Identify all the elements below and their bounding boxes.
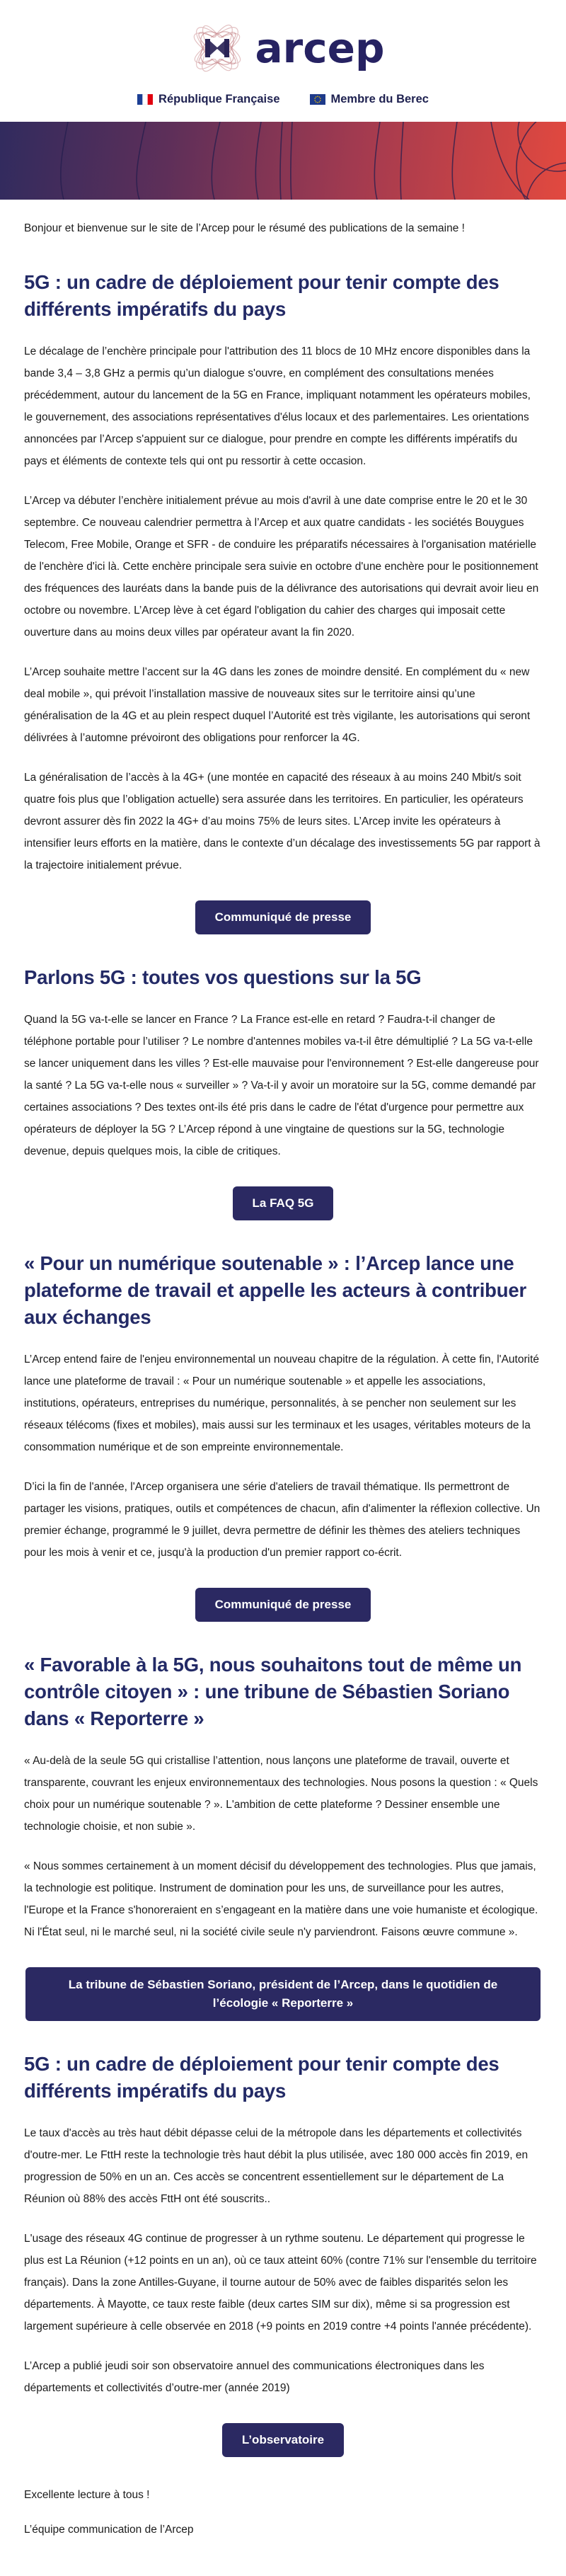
observatory-button[interactable]: L’observatoire xyxy=(222,2423,344,2457)
newsletter-section xyxy=(24,269,542,934)
section-paragraph: L’Arcep va débuter l’enchère initialement prévue au mois d'avril à une date comprise entre le 20 et le 30 septembre. Ce nouveau calendrier permettra à l’Arcep et aux quatre candidats - les sociétés Bouygues Telecom, Free Mobile, Orange et SFR - de conduire les préparatifs nécessaires à l'organisation matérielle de l'enchère d'ici là. Cette enchère principale sera suivie en octobre d'une enchère pour le positionnement des fréquences des lauréats dans la bande puis de la délivrance des autorisations qui devrait avoir lieu en octobre ou novembre. L’Arcep lève à cet égard l'obligation du cahier des charges qui imposait cette ouverture dans au moins deux villes par opérateur avant la fin 2020. xyxy=(24,495,539,639)
closing-text: Excellente lecture à tous ! xyxy=(24,2489,150,2501)
arcep-logo xyxy=(182,14,385,82)
section-paragraph: Le décalage de l’enchère principale pour l'attribution des 11 blocs de 10 MHz encore disponibles dans la bande 3,4 – 3,8 GHz a permis qu’un dialogue s'ouvre, en complément des consultations menées précédemment, autour du lancement de la 5G en France, impliquant notamment les opérateurs mobiles, le gouvernement, des associations représentatives d'élus locaux et des parlementaires. Les orientations annoncées par l’Arcep s'appuient sur ce dialogue, pour prendre en compte les différents impératifs du pays et éléments de contexte tels qui ont pu ressortir à cette occasion. xyxy=(24,345,531,467)
banner-image xyxy=(0,122,566,200)
newsletter-section xyxy=(24,1250,542,1622)
eu-flag-icon xyxy=(310,94,325,105)
french-flag-icon xyxy=(137,94,153,105)
section-paragraph: « Nous sommes certainement à un moment décisif du développement des technologies. Plus que jamais, la technologie est politique. Instrument de domination pour les uns, de surveillance pour les autres, l'Europe et la France s'honoreraient en s’engageant en la matière dans une voie humaniste et écologique. Ni l'État seul, ni le marché seul, ni la société civile seule n'y parviendront. Faisons œuvre commune ». xyxy=(24,1860,538,1938)
newsletter-section xyxy=(24,2051,542,2457)
newsletter-section xyxy=(24,964,542,1220)
button-row xyxy=(24,1588,542,1622)
section-paragraph: D’ici la fin de l'année, l'Arcep organisera une série d'ateliers de travail thématique. Ils permettront de partager les visions, pratiques, outils et compétences de chacun, afin d'alimenter la réflexion collective. Un premier échange, programmé le 9 juillet, devra permettre de définir les thèmes des ateliers techniques pour les mois à venir et ce, jusqu'à la production d'un premier rapport co-écrit. xyxy=(24,1481,541,1559)
section-paragraph: Quand la 5G va-t-elle se lancer en France ? La France est-elle en retard ? Faudra-t-il changer de téléphone portable pour l’utiliser ? Le nombre d'antennes mobiles va-t-il être démultiplié ? La 5G va-t-elle se lancer uniquement dans les villes ? Est-elle mauvaise pour l'environnement ? Est-elle dangereuse pour la santé ? La 5G va-t-elle nous « surveiller » ? Va-t-il y avoir un moratoire sur la 5G, comme demandé par certaines associations ? Des textes ont-ils été pris dans le cadre de l'état d'urgence pour permettre aux opérateurs de déployer la 5G ? L’Arcep répond à une vingtaine de questions sur la 5G, technologie devenue, depuis quelques mois, la cible de critiques. xyxy=(24,1014,539,1157)
tribune-reporterre-button[interactable]: La tribune de Sébastien Soriano, président de l’Arcep, dans le quotidien de l’écologie « Reporterre » xyxy=(25,1967,541,2021)
section-paragraph: « Au-delà de la seule 5G qui cristallise l’attention, nous lançons une plateforme de travail, ouverte et transparente, couvrant les enjeux environnementaux des technologies. Nous posons la question : « Quels choix pour un numérique soutenable ? ». L'ambition de cette plateforme ? Dessiner ensemble une technologie choisie, et non subie ». xyxy=(24,1755,538,1833)
section-paragraph: L’Arcep a publié jeudi soir son observatoire annuel des communications électroniques dans les départements et collectivités d’outre-mer (année 2019) xyxy=(24,2360,485,2394)
section-title: « Pour un numérique soutenable » : l’Arcep lance une plateforme de travail et appelle les acteurs à contribuer aux échanges xyxy=(24,1252,526,1328)
newsletter-section xyxy=(24,1651,542,2021)
section-paragraph: L’Arcep entend faire de l'enjeu environnemental un nouveau chapitre de la régulation. À cette fin, l'Autorité lance une plateforme de travail : « Pour un numérique soutenable » et appelle les associations, institutions, opérateurs, entreprises du numérique, personnalités, à se pencher non seulement sur les réseaux télécoms (fixes et mobiles), mais aussi sur les terminaux et les usages, véritables moteurs de la consommation numérique et de son empreinte environnementale. xyxy=(24,1353,540,1453)
newsletter-body xyxy=(0,217,566,2457)
arcep-knot-icon xyxy=(182,14,253,82)
header xyxy=(0,0,566,106)
arcep-wordmark: arcep xyxy=(255,24,385,72)
badge-label: République Française xyxy=(158,93,280,105)
section-paragraph: Le taux d'accès au très haut débit dépasse celui de la métropole dans les départements et collectivités d'outre-mer. Le FttH reste la technologie très haut débit la plus utilisée, avec 180 000 accès fin 2019, en progression de 50% en un an. Ces accès se concentrent essentiellement sur le département de La Réunion où 88% des accès FttH ont été souscrits.. xyxy=(24,2127,529,2205)
section-title: « Favorable à la 5G, nous souhaitons tout de même un contrôle citoyen » : une tribune de Sébastien Soriano dans « Reporterre » xyxy=(24,1654,522,1729)
button-row xyxy=(24,2423,542,2457)
section-paragraph: L'usage des réseaux 4G continue de progresser à un rythme soutenu. Le département qui progresse le plus est La Réunion (+12 points en un an), où ce taux atteint 60% (contre 71% sur l'ensemble du territoire français). Dans la zone Antilles-Guyane, il tourne autour de 50% avec de faibles disparités selon les départements. À Mayotte, ce taux reste faible (deux cartes SIM sur dix), même si sa progression est largement supérieure à celle observée en 2018 (+9 points en 2019 contre +4 points l'année précédente). xyxy=(24,2233,537,2332)
section-paragraph: La généralisation de l’accès à la 4G+ (une montée en capacité des réseaux à au moins 240 Mbit/s soit quatre fois plus que l’obligation actuelle) sera assurée dans les territoires. En particulier, les opérateurs devront assurer dès fin 2022 la 4G+ d’au moins 75% de leurs sites. L’Arcep invite les opérateurs à intensifier leurs efforts en la matière, dans le contexte d’un décalage des investissements 5G par rapport à la trajectoire initialement prévue. xyxy=(24,772,541,871)
badge-membre-berec xyxy=(310,93,429,106)
button-row xyxy=(24,900,542,934)
badge-label: Membre du Berec xyxy=(330,93,429,105)
section-paragraph: L’Arcep souhaite mettre l’accent sur la 4G dans les zones de moindre densité. En complément du « new deal mobile », qui prévoit l’installation massive de nouveaux sites sur le territoire ainsi qu’une généralisation de la 4G et au plein respect duquel l’Autorité est très vigilante, les autorisations qui seront délivrées à l’automne prévoiront des obligations pour renforcer la 4G. xyxy=(24,666,531,744)
press-release-button[interactable]: Communiqué de presse xyxy=(195,900,371,934)
footer xyxy=(0,2467,566,2573)
button-row xyxy=(24,1186,542,1220)
section-title: Parlons 5G : toutes vos questions sur la 5G xyxy=(24,966,422,988)
faq-5g-button[interactable]: La FAQ 5G xyxy=(233,1186,334,1220)
button-row xyxy=(24,1967,542,2021)
press-release-button[interactable]: Communiqué de presse xyxy=(195,1588,371,1622)
badges-row xyxy=(0,93,566,106)
greeting-text: Bonjour et bienvenue sur le site de l’Arcep pour le résumé des publications de la semaine ! xyxy=(24,222,465,234)
badge-republique-francaise xyxy=(137,93,279,106)
section-title: 5G : un cadre de déploiement pour tenir compte des différents impératifs du pays xyxy=(24,2053,499,2102)
signature-text: L’équipe communication de l’Arcep xyxy=(24,2524,194,2536)
section-title: 5G : un cadre de déploiement pour tenir compte des différents impératifs du pays xyxy=(24,271,499,320)
